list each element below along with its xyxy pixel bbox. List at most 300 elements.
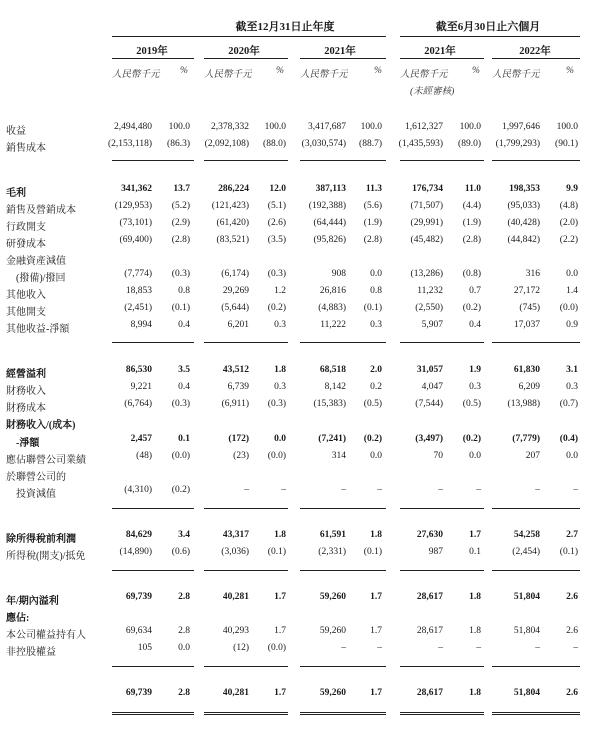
percent-cell: 2.8: [178, 592, 190, 602]
percent-cell: 0.4: [178, 320, 190, 330]
percent-cell: (0.5): [363, 399, 382, 409]
amount-cell: 8,142: [324, 382, 346, 392]
percent-cell: (2.8): [462, 235, 481, 245]
amount-cell: (1,435,593): [398, 139, 443, 149]
rule-before-total-2021-h1: [400, 666, 484, 667]
amount-cell: 29,269: [222, 286, 249, 296]
amount-cell: 51,804: [513, 592, 540, 602]
amount-cell: 2,457: [130, 434, 152, 444]
percent-cell: (0.0): [559, 303, 578, 313]
unit-rmb-2021-h1: 人民幣千元: [400, 70, 448, 80]
percent-cell: (86.3): [167, 139, 190, 149]
row-label: 經營溢利: [6, 369, 46, 380]
row-label: 銷售成本: [6, 143, 46, 154]
amount-cell: (5,644): [221, 303, 249, 313]
amount-cell: –: [244, 485, 249, 495]
percent-cell: (0.2): [171, 485, 190, 495]
rule-before-op-2021: [300, 342, 386, 343]
row-label: 年/期內溢利: [6, 596, 59, 607]
unit-pct-2020: %: [276, 66, 284, 76]
percent-cell: 1.4: [566, 286, 578, 296]
percent-cell: 100.0: [360, 122, 382, 132]
percent-cell: (4.4): [462, 201, 481, 211]
amount-cell: (71,507): [410, 201, 443, 211]
percent-cell: 1.8: [370, 530, 382, 540]
percent-cell: (2.0): [559, 218, 578, 228]
amount-cell: 4,047: [421, 382, 443, 392]
unit-pct-2022-h1: %: [566, 66, 574, 76]
rule-before-total-2021: [300, 666, 386, 667]
percent-cell: 1.7: [274, 688, 286, 698]
row-label: 財務成本: [6, 403, 46, 414]
percent-cell: (0.8): [462, 269, 481, 279]
rule-before-op-2019: [112, 342, 194, 343]
amount-cell: (23): [233, 451, 249, 461]
percent-cell: 1.8: [274, 365, 286, 375]
amount-cell: 176,734: [412, 184, 443, 194]
percent-cell: (0.2): [462, 434, 481, 444]
percent-cell: (0.4): [559, 434, 578, 444]
amount-cell: 1,997,646: [502, 122, 540, 132]
percent-cell: 3.1: [566, 365, 578, 375]
amount-cell: 59,260: [319, 592, 346, 602]
percent-cell: (0.2): [267, 303, 286, 313]
amount-cell: (6,911): [221, 399, 249, 409]
row-label: 除所得稅前利潤: [6, 534, 76, 545]
row-label: 財務收入: [6, 386, 46, 397]
amount-cell: 6,201: [227, 320, 249, 330]
percent-cell: 0.0: [370, 451, 382, 461]
rule-before-pbt-2020: [204, 508, 288, 509]
row-label: 應佔:: [6, 613, 30, 624]
row-label: 投資減值: [16, 489, 56, 500]
percent-cell: 11.3: [365, 184, 382, 194]
amount-cell: 987: [428, 547, 443, 557]
percent-cell: –: [573, 643, 578, 653]
amount-cell: 341,362: [121, 184, 152, 194]
amount-cell: 6,739: [227, 382, 249, 392]
amount-cell: (2,331): [318, 547, 346, 557]
amount-cell: (2,451): [124, 303, 152, 313]
percent-cell: (90.1): [555, 139, 578, 149]
percent-cell: 0.3: [566, 382, 578, 392]
amount-cell: –: [438, 643, 443, 653]
year-rule-2022-h1: [492, 58, 580, 59]
amount-cell: (44,842): [507, 235, 540, 245]
percent-cell: –: [573, 485, 578, 495]
percent-cell: (0.1): [363, 547, 382, 557]
percent-cell: 100.0: [264, 122, 286, 132]
amount-cell: (61,420): [216, 218, 249, 228]
percent-cell: (4.8): [559, 201, 578, 211]
row-label: 於聯營公司的: [6, 472, 66, 483]
percent-cell: (0.3): [267, 399, 286, 409]
amount-cell: –: [535, 485, 540, 495]
percent-cell: (0.6): [171, 547, 190, 557]
percent-cell: 0.4: [469, 320, 481, 330]
percent-cell: 1.7: [370, 626, 382, 636]
amount-cell: (29,991): [410, 218, 443, 228]
rule-before-profit-2020: [204, 570, 288, 571]
amount-cell: (64,444): [313, 218, 346, 228]
amount-cell: 40,281: [222, 592, 249, 602]
percent-cell: (0.1): [559, 547, 578, 557]
amount-cell: (6,174): [221, 269, 249, 279]
percent-cell: (5.1): [267, 201, 286, 211]
double-rule-2019: [112, 712, 194, 715]
amount-cell: 70: [433, 451, 443, 461]
amount-cell: –: [341, 485, 346, 495]
amount-cell: (4,883): [318, 303, 346, 313]
amount-cell: 28,617: [416, 592, 443, 602]
unit-rmb-2021: 人民幣千元: [300, 70, 348, 80]
amount-cell: 286,224: [218, 184, 249, 194]
percent-cell: (2.8): [363, 235, 382, 245]
amount-cell: (2,454): [512, 547, 540, 557]
amount-cell: (13,286): [410, 269, 443, 279]
percent-cell: 1.7: [274, 592, 286, 602]
percent-cell: 3.5: [178, 365, 190, 375]
unit-pct-2021-h1: %: [472, 66, 480, 76]
percent-cell: (0.1): [171, 303, 190, 313]
row-label: 應佔聯營公司業績: [6, 455, 86, 466]
percent-cell: (5.6): [363, 201, 382, 211]
fy-group-header: 截至12月31日止年度: [235, 21, 335, 33]
percent-cell: 0.0: [566, 451, 578, 461]
percent-cell: 0.1: [469, 547, 481, 557]
amount-cell: (745): [519, 303, 540, 313]
percent-cell: (0.2): [462, 303, 481, 313]
percent-cell: (88.0): [263, 139, 286, 149]
amount-cell: (83,521): [216, 235, 249, 245]
percent-cell: –: [476, 643, 481, 653]
row-label: 收益: [6, 126, 26, 137]
amount-cell: (3,497): [415, 434, 443, 444]
amount-cell: 387,113: [315, 184, 346, 194]
percent-cell: 100.0: [459, 122, 481, 132]
amount-cell: 198,353: [509, 184, 540, 194]
amount-cell: 31,057: [416, 365, 443, 375]
amount-cell: 2,494,480: [114, 122, 152, 132]
percent-cell: 2.6: [566, 592, 578, 602]
year-rule-2021: [300, 58, 386, 59]
percent-cell: 3.4: [178, 530, 190, 540]
percent-cell: –: [377, 643, 382, 653]
percent-cell: –: [281, 485, 286, 495]
row-label: 銷售及營銷成本: [6, 205, 76, 216]
unit-rmb-2019: 人民幣千元: [112, 70, 160, 80]
percent-cell: 9.9: [566, 184, 578, 194]
rule-after-cost-2022-h1: [492, 160, 580, 161]
unit-rmb-2022-h1: 人民幣千元: [492, 70, 540, 80]
amount-cell: 69,739: [125, 688, 152, 698]
percent-cell: 0.0: [178, 643, 190, 653]
rule-before-total-2020: [204, 666, 288, 667]
percent-cell: 100.0: [168, 122, 190, 132]
percent-cell: 0.8: [178, 286, 190, 296]
amount-cell: 86,530: [125, 365, 152, 375]
percent-cell: 1.7: [274, 626, 286, 636]
percent-cell: 2.6: [566, 688, 578, 698]
amount-cell: (40,428): [507, 218, 540, 228]
amount-cell: 3,417,687: [308, 122, 346, 132]
fy-group-rule: [112, 36, 386, 37]
percent-cell: (0.0): [171, 451, 190, 461]
percent-cell: (3.5): [267, 235, 286, 245]
percent-cell: 2.8: [178, 688, 190, 698]
rule-after-cost-2021: [300, 160, 386, 161]
double-rule-2021: [300, 712, 386, 715]
amount-cell: (95,826): [313, 235, 346, 245]
row-label: 所得稅(開支)/抵免: [6, 551, 86, 562]
amount-cell: 28,617: [416, 688, 443, 698]
amount-cell: 5,907: [421, 320, 443, 330]
percent-cell: 1.9: [469, 365, 481, 375]
amount-cell: –: [438, 485, 443, 495]
rule-before-pbt-2022-h1: [492, 508, 580, 509]
row-label: -淨額: [16, 438, 40, 449]
row-label: 行政開支: [6, 222, 46, 233]
row-label: 本公司權益持有人: [6, 630, 86, 641]
unaudited-note: (未經審核): [410, 87, 455, 97]
amount-cell: (14,890): [119, 547, 152, 557]
row-label: 其他收入: [6, 290, 46, 301]
rule-before-op-2021-h1: [400, 342, 484, 343]
amount-cell: (192,388): [308, 201, 346, 211]
h1-group-header: 截至6月30日止六個月: [435, 21, 541, 33]
double-rule-2022-h1: [492, 712, 580, 715]
amount-cell: (12): [233, 643, 249, 653]
percent-cell: 2.8: [178, 626, 190, 636]
amount-cell: 84,629: [125, 530, 152, 540]
row-label: 毛利: [6, 188, 26, 199]
amount-cell: 908: [331, 269, 346, 279]
percent-cell: –: [476, 485, 481, 495]
amount-cell: (2,550): [415, 303, 443, 313]
amount-cell: (7,774): [124, 269, 152, 279]
h1-group-rule: [400, 36, 580, 37]
year-header-2021: 2021年: [324, 46, 356, 57]
amount-cell: 11,222: [320, 320, 346, 330]
rule-before-op-2022-h1: [492, 342, 580, 343]
percent-cell: 11.0: [464, 184, 481, 194]
percent-cell: 0.3: [469, 382, 481, 392]
amount-cell: (13,988): [507, 399, 540, 409]
rule-before-op-2020: [204, 342, 288, 343]
rule-before-profit-2021: [300, 570, 386, 571]
rule-before-pbt-2021: [300, 508, 386, 509]
unit-pct-2021: %: [374, 66, 382, 76]
amount-cell: 8,994: [130, 320, 152, 330]
row-label: 金融資產減值: [6, 256, 66, 267]
amount-cell: 17,037: [513, 320, 540, 330]
amount-cell: 61,591: [319, 530, 346, 540]
rule-after-cost-2021-h1: [400, 160, 484, 161]
percent-cell: (0.1): [267, 547, 286, 557]
percent-cell: (0.3): [267, 269, 286, 279]
percent-cell: 12.0: [269, 184, 286, 194]
row-label: 其他收益-淨額: [6, 324, 70, 335]
percent-cell: (0.3): [171, 399, 190, 409]
percent-cell: (88.7): [359, 139, 382, 149]
amount-cell: (121,423): [211, 201, 249, 211]
percent-cell: (0.0): [267, 451, 286, 461]
percent-cell: 1.7: [370, 688, 382, 698]
percent-cell: 2.0: [370, 365, 382, 375]
percent-cell: 1.7: [370, 592, 382, 602]
rule-before-profit-2019: [112, 570, 194, 571]
amount-cell: 26,816: [319, 286, 346, 296]
percent-cell: (2.9): [171, 218, 190, 228]
rule-before-profit-2021-h1: [400, 570, 484, 571]
year-header-2021-h1: 2021年: [424, 46, 456, 57]
percent-cell: 0.0: [370, 269, 382, 279]
percent-cell: 1.2: [274, 286, 286, 296]
amount-cell: 59,260: [319, 626, 346, 636]
percent-cell: 0.9: [566, 320, 578, 330]
percent-cell: 1.8: [469, 688, 481, 698]
amount-cell: (7,241): [318, 434, 346, 444]
percent-cell: 2.6: [566, 626, 578, 636]
amount-cell: 69,739: [125, 592, 152, 602]
amount-cell: 54,258: [513, 530, 540, 540]
amount-cell: 69,634: [125, 626, 152, 636]
amount-cell: 6,209: [518, 382, 540, 392]
percent-cell: –: [377, 485, 382, 495]
unit-rmb-2020: 人民幣千元: [204, 70, 252, 80]
percent-cell: (2.6): [267, 218, 286, 228]
amount-cell: (129,953): [114, 201, 152, 211]
year-rule-2020: [204, 58, 288, 59]
amount-cell: 40,281: [222, 688, 249, 698]
double-rule-2021-h1: [400, 712, 484, 715]
amount-cell: 68,518: [319, 365, 346, 375]
amount-cell: –: [535, 643, 540, 653]
rule-before-pbt-2021-h1: [400, 508, 484, 509]
percent-cell: (0.5): [462, 399, 481, 409]
amount-cell: (15,383): [313, 399, 346, 409]
amount-cell: (1,799,293): [495, 139, 540, 149]
amount-cell: 2,378,332: [211, 122, 249, 132]
rule-before-total-2019: [112, 666, 194, 667]
percent-cell: 0.8: [370, 286, 382, 296]
amount-cell: (95,033): [507, 201, 540, 211]
percent-cell: 0.4: [178, 382, 190, 392]
amount-cell: (73,101): [119, 218, 152, 228]
percent-cell: (1.9): [363, 218, 382, 228]
amount-cell: (7,544): [415, 399, 443, 409]
percent-cell: (0.0): [267, 643, 286, 653]
percent-cell: 1.8: [274, 530, 286, 540]
rule-after-cost-2019: [112, 160, 194, 161]
year-rule-2019: [112, 58, 194, 59]
amount-cell: 43,512: [222, 365, 249, 375]
percent-cell: 0.2: [370, 382, 382, 392]
amount-cell: (48): [136, 451, 152, 461]
amount-cell: (45,482): [410, 235, 443, 245]
amount-cell: (3,036): [221, 547, 249, 557]
amount-cell: 314: [331, 451, 346, 461]
rule-before-total-2022-h1: [492, 666, 580, 667]
percent-cell: 13.7: [173, 184, 190, 194]
row-label: 研發成本: [6, 239, 46, 250]
amount-cell: 1,612,327: [405, 122, 443, 132]
amount-cell: (2,153,118): [108, 139, 152, 149]
percent-cell: (0.2): [363, 434, 382, 444]
amount-cell: (6,764): [124, 399, 152, 409]
amount-cell: (7,779): [512, 434, 540, 444]
double-rule-2020: [204, 712, 288, 715]
percent-cell: 1.8: [469, 626, 481, 636]
percent-cell: 0.3: [274, 320, 286, 330]
amount-cell: 40,293: [222, 626, 249, 636]
unit-pct-2019: %: [180, 66, 188, 76]
amount-cell: 27,172: [513, 286, 540, 296]
percent-cell: 0.3: [274, 382, 286, 392]
rule-before-pbt-2019: [112, 508, 194, 509]
percent-cell: 0.0: [274, 434, 286, 444]
row-label: (撥備)/撥回: [16, 273, 66, 284]
amount-cell: –: [341, 643, 346, 653]
amount-cell: (4,310): [124, 485, 152, 495]
amount-cell: (2,092,108): [204, 139, 249, 149]
rule-after-cost-2020: [204, 160, 288, 161]
amount-cell: 51,804: [513, 688, 540, 698]
percent-cell: 2.7: [566, 530, 578, 540]
percent-cell: 0.0: [469, 451, 481, 461]
amount-cell: (172): [228, 434, 249, 444]
amount-cell: (69,400): [119, 235, 152, 245]
percent-cell: (0.3): [171, 269, 190, 279]
percent-cell: 0.1: [178, 434, 190, 444]
year-header-2019: 2019年: [136, 46, 168, 57]
amount-cell: 9,221: [130, 382, 152, 392]
amount-cell: 18,853: [125, 286, 152, 296]
percent-cell: (0.1): [363, 303, 382, 313]
amount-cell: 207: [525, 451, 540, 461]
percent-cell: 0.0: [566, 269, 578, 279]
amount-cell: 316: [525, 269, 540, 279]
percent-cell: (1.9): [462, 218, 481, 228]
amount-cell: 43,317: [222, 530, 249, 540]
percent-cell: (0.7): [559, 399, 578, 409]
year-rule-2021-h1: [400, 58, 484, 59]
percent-cell: 0.3: [370, 320, 382, 330]
percent-cell: 100.0: [556, 122, 578, 132]
rule-before-profit-2022-h1: [492, 570, 580, 571]
percent-cell: 1.7: [469, 530, 481, 540]
row-label: 其他開支: [6, 307, 46, 318]
percent-cell: (89.0): [458, 139, 481, 149]
amount-cell: 59,260: [319, 688, 346, 698]
amount-cell: (3,030,574): [301, 139, 346, 149]
percent-cell: (2.2): [559, 235, 578, 245]
percent-cell: (2.8): [171, 235, 190, 245]
amount-cell: 51,804: [513, 626, 540, 636]
amount-cell: 61,830: [513, 365, 540, 375]
amount-cell: 105: [137, 643, 152, 653]
row-label: 財務收入/(成本): [6, 420, 76, 431]
row-label: 非控股權益: [6, 647, 56, 658]
percent-cell: 1.8: [469, 592, 481, 602]
amount-cell: 27,630: [416, 530, 443, 540]
amount-cell: 28,617: [416, 626, 443, 636]
percent-cell: (5.2): [171, 201, 190, 211]
amount-cell: 11,232: [417, 286, 443, 296]
percent-cell: 0.7: [469, 286, 481, 296]
year-header-2020: 2020年: [228, 46, 260, 57]
year-header-2022-h1: 2022年: [519, 46, 551, 57]
